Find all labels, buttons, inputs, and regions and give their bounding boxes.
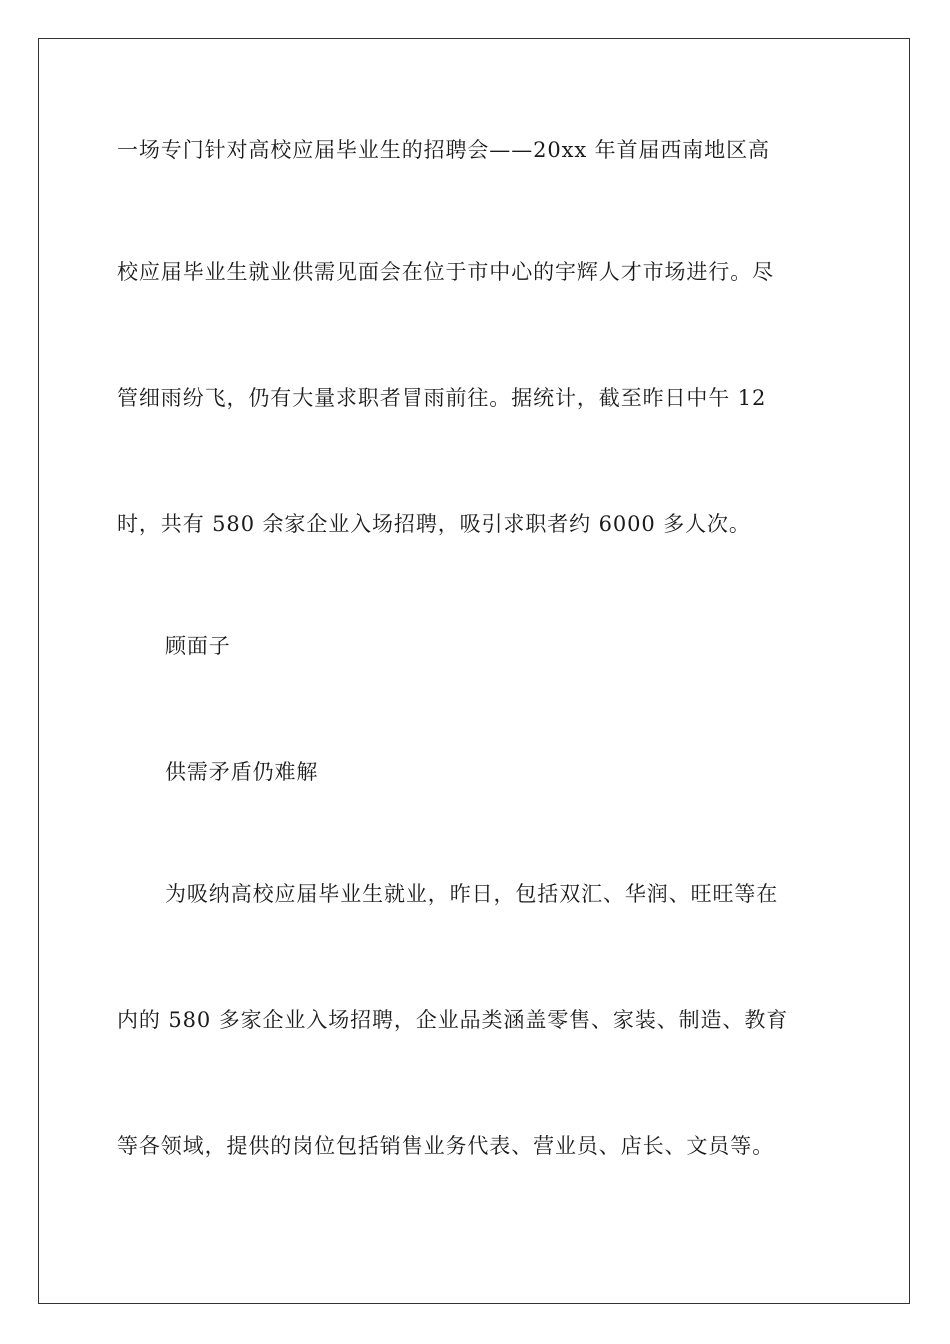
paragraph-line-1: 一场专门针对高校应届毕业生的招聘会——20xx 年首届西南地区高 (117, 138, 770, 162)
page-border (38, 38, 910, 1304)
paragraph-line-7: 等各领域，提供的岗位包括销售业务代表、营业员、店长、文员等。 (117, 1134, 774, 1158)
paragraph-line-2: 校应届毕业生就业供需见面会在位于市中心的宇辉人才市场进行。尽 (117, 260, 774, 284)
section-subheading: 供需矛盾仍难解 (165, 760, 319, 784)
paragraph-line-5: 为吸纳高校应届毕业生就业，昨日，包括双汇、华润、旺旺等在 (165, 882, 779, 906)
paragraph-line-3: 管细雨纷飞，仍有大量求职者冒雨前往。据统计，截至昨日中午 12 (117, 386, 767, 410)
paragraph-line-4: 时，共有 580 余家企业入场招聘，吸引求职者约 6000 多人次。 (117, 512, 751, 536)
paragraph-line-6: 内的 580 多家企业入场招聘，企业品类涵盖零售、家装、制造、教育 (117, 1008, 789, 1032)
section-heading: 顾面子 (165, 634, 231, 658)
